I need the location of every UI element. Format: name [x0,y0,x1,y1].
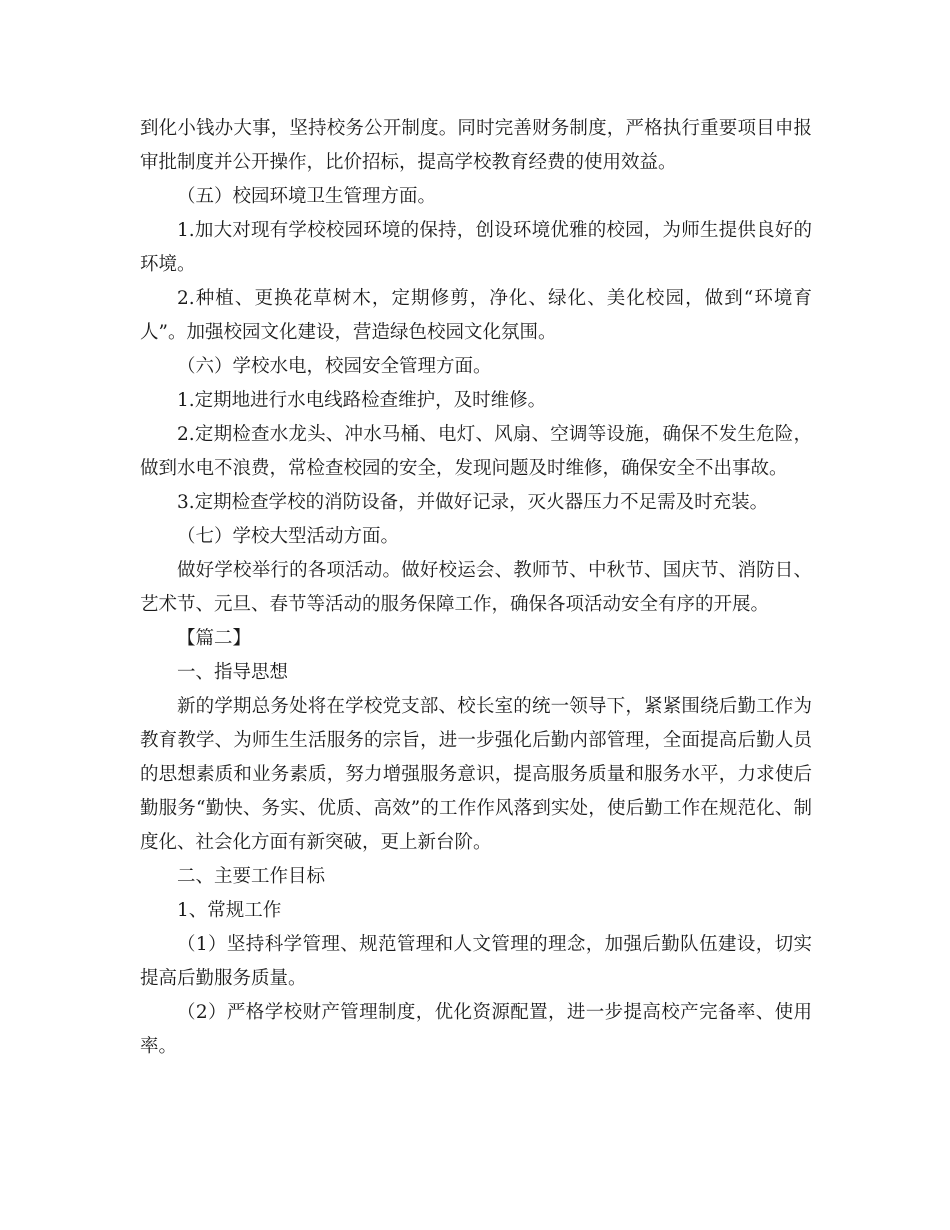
section-heading: 二、主要工作目标 [177,866,326,887]
subsection-heading: 1、常规工作 [177,900,282,921]
paragraph: 2.种植、更换花草树木，定期修剪，净化、绿化、美化校园，做到“环境育人”。加强校园文化建设，营造绿色校园文化氛围。 [140,288,812,343]
paragraph: （2）严格学校财产管理制度，优化资源配置，进一步提高校产完备率、使用率。 [140,1002,812,1057]
paragraph: （1）坚持科学管理、规范管理和人文管理的理念，加强后勤队伍建设，切实提高后勤服务质量。 [140,934,812,989]
paragraph: 3.定期检查学校的消防设备，并做好记录，灭火器压力不足需及时充装。 [177,492,769,513]
paragraph: 2.定期检查水龙头、冲水马桶、电灯、风扇、空调等设施，确保不发生危险，做到水电不浪费，常检查校园的安全，发现问题及时维修，确保安全不出事故。 [140,424,812,479]
article-heading: 【篇二】 [177,628,252,649]
section-heading: （五）校园环境卫生管理方面。 [177,186,437,207]
section-heading: 一、指导思想 [177,662,289,683]
section-heading: （七）学校大型活动方面。 [177,526,400,547]
paragraph: 做好学校举行的各项活动。做好校运会、教师节、中秋节、国庆节、消防日、艺术节、元旦、春节等活动的服务保障工作，确保各项活动安全有序的开展。 [140,560,812,615]
document-page [140,112,812,1064]
paragraph: 新的学期总务处将在学校党支部、校长室的统一领导下，紧紧围绕后勤工作为教育教学、为师生生活服务的宗旨，进一步强化后勤内部管理，全面提高后勤人员的思想素质和业务素质，努力增强服务意识，提高服务质量和服务水平，力求使后勤服务“勤快、务实、优质、高效”的工作作风落到实处，使后勤工作在规范化、制度化、社会化方面有新突破，更上新台阶。 [140,696,812,853]
paragraph: 1.定期地进行水电线路检查维护，及时维修。 [177,390,547,411]
paragraph: 到化小钱办大事，坚持校务公开制度。同时完善财务制度，严格执行重要项目申报审批制度并公开操作，比价招标，提高学校教育经费的使用效益。 [140,118,812,173]
section-heading: （六）学校水电，校园安全管理方面。 [177,356,492,377]
paragraph: 1.加大对现有学校校园环境的保持，创设环境优雅的校园，为师生提供良好的环境。 [140,220,812,275]
